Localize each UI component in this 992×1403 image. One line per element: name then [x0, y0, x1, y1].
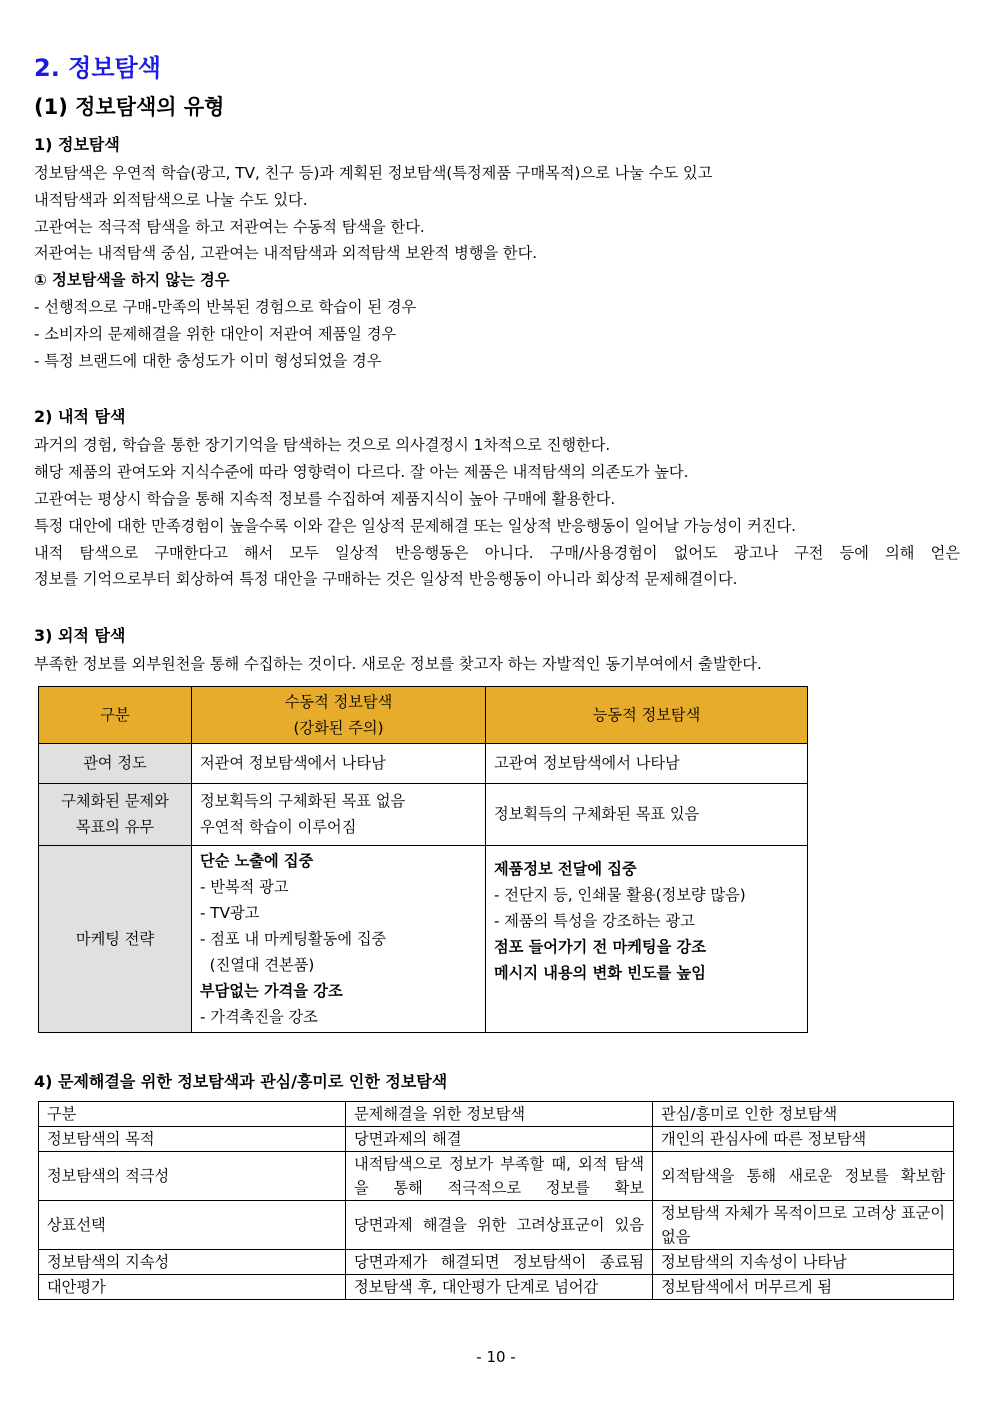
label-line: 구체화된 문제와: [61, 792, 169, 811]
s2-heading: 2) 내적 탐색: [34, 407, 126, 427]
table-cell: 구분: [39, 1101, 346, 1126]
table-cell: 정보획득의 구체화된 목표 있음: [486, 783, 808, 845]
table-cell: [486, 845, 808, 1032]
table-cell: 정보탐색에서 머무르게 됨: [653, 1274, 954, 1299]
cell-line: 메시지 내용의 변화 빈도를 높임: [494, 963, 706, 982]
row-label: 마케팅 전략: [39, 845, 192, 1032]
table-cell: 정보탐색의 지속성: [39, 1249, 346, 1274]
table-cell: 정보탐색 후, 대안평가 단계로 넘어감: [346, 1274, 653, 1299]
table-header-cell: 구분: [39, 686, 192, 743]
table-cell: 내적탐색으로 정보가 부족할 때, 외적 탐색을 통해 적극적으로 정보를 확보: [346, 1151, 653, 1200]
s1-line: 저관여는 내적탐색 중심, 고관여는 내적탐색과 외적탐색 보완적 병행을 한다.: [34, 244, 538, 263]
s2-line: 특정 대안에 대한 만족경험이 높을수록 이와 같은 일상적 문제해결 또는 일상적 반응행동이 일어날 가능성이 커진다.: [34, 516, 796, 535]
cell-line: 단순 노출에 집중: [200, 851, 314, 870]
s2-line: 내적 탐색으로 구매한다고 해서 모두 일상적 반응행동은 아니다. 구매/사용경험이 없어도 광고나 구전 등에 의해 얻은: [34, 543, 960, 562]
s1-line: 정보탐색은 우연적 학습(광고, TV, 친구 등)과 계획된 정보탐색(특정제품 구매목적)으로 나눌 수도 있고: [34, 164, 713, 182]
cell-line: 제품정보 전달에 집중: [494, 859, 637, 878]
table-cell: 당면과제가 해결되면 정보탐색이 종료됨: [346, 1249, 653, 1274]
table-cell: [192, 783, 486, 845]
cell-line: - 전단지 등, 인쇄물 활용(정보량 많음): [494, 885, 746, 904]
cell-line: - 가격촉진을 강조: [200, 1007, 318, 1026]
table-cell: 문제해결을 위한 정보탐색: [346, 1101, 653, 1126]
cell-line: - 반복적 광고: [200, 877, 289, 896]
cell-line: (진열대 견본품): [200, 955, 315, 974]
cell-line: - 제품의 특성을 강조하는 광고: [494, 911, 695, 930]
label-line: 목표의 유무: [75, 818, 155, 837]
subsection-title: (1) 정보탐색의 유형: [34, 95, 225, 119]
table-cell: 개인의 관심사에 따른 정보탐색: [653, 1126, 954, 1151]
s1-subheading: ① 정보탐색을 하지 않는 경우: [34, 271, 230, 290]
document-page: [34, 50, 960, 1300]
table-cell: 상표선택: [39, 1200, 346, 1249]
s1-line: 고관여는 적극적 탐색을 하고 저관여는 수동적 탐색을 한다.: [34, 217, 425, 236]
cell-line: - TV광고: [200, 903, 260, 922]
table-cell: 외적탐색을 통해 새로운 정보를 확보함: [653, 1151, 954, 1200]
table-cell: 당면과제 해결을 위한 고려상표군이 있음: [346, 1200, 653, 1249]
table-cell: 정보탐색 자체가 목적이므로 고려상 표군이 없음: [653, 1200, 954, 1249]
s2-line: 해당 제품의 관여도와 지식수준에 따라 영향력이 다르다. 잘 아는 제품은 내적탐색의 의존도가 높다.: [34, 463, 689, 482]
row-label: 관여 정도: [39, 743, 192, 783]
page-number: - 10 -: [476, 1348, 516, 1366]
table-cell: 정보탐색의 목적: [39, 1126, 346, 1151]
header-line: (강화된 주의): [293, 718, 384, 737]
table-header-cell: [192, 686, 486, 743]
comparison-table: [38, 1101, 954, 1300]
cell-line: 점포 들어가기 전 마케팅을 강조: [494, 937, 706, 956]
table-cell: 당면과제의 해결: [346, 1126, 653, 1151]
cell-line: 우연적 학습이 이루어짐: [200, 818, 357, 837]
s1-heading: 1) 정보탐색: [34, 135, 120, 154]
s3-line: 부족한 정보를 외부원천을 통해 수집하는 것이다. 새로운 정보를 찾고자 하는 자발적인 동기부여에서 출발한다.: [34, 655, 762, 674]
s3-heading: 3) 외적 탐색: [34, 626, 126, 646]
table-cell: 정보탐색의 지속성이 나타남: [653, 1249, 954, 1274]
table-cell: 저관여 정보탐색에서 나타남: [192, 743, 486, 783]
external-search-table: [38, 686, 808, 1033]
table-cell: [192, 845, 486, 1032]
header-line: 수동적 정보탐색: [284, 692, 393, 711]
s2-line: 정보를 기억으로부터 회상하여 특정 대안을 구매하는 것은 일상적 반응행동이 아니라 회상적 문제해결이다.: [34, 570, 738, 589]
s1-bullet: - 특정 브랜드에 대한 충성도가 이미 형성되었을 경우: [34, 351, 382, 370]
s1-line: 내적탐색과 외적탐색으로 나눌 수도 있다.: [34, 190, 308, 209]
table-cell: 관심/흥미로 인한 정보탐색: [653, 1101, 954, 1126]
cell-line: 부담없는 가격을 강조: [200, 981, 343, 1000]
s2-line: 고관여는 평상시 학습을 통해 지속적 정보를 수집하여 제품지식이 높아 구매에 활용한다.: [34, 489, 616, 508]
cell-line: 정보획득의 구체화된 목표 없음: [200, 792, 406, 811]
s4-heading: 4) 문제해결을 위한 정보탐색과 관심/흥미로 인한 정보탐색: [34, 1071, 448, 1091]
cell-line: - 점포 내 마케팅활동에 집중: [200, 929, 387, 948]
s1-bullet: - 소비자의 문제해결을 위한 대안이 저관여 제품일 경우: [34, 324, 397, 343]
s1-bullet: - 선행적으로 구매-만족의 반복된 경험으로 학습이 된 경우: [34, 297, 417, 316]
section-title: 2. 정보탐색: [34, 54, 161, 82]
s2-line: 과거의 경험, 학습을 통한 장기기억을 탐색하는 것으로 의사결정시 1차적으로 진행한다.: [34, 436, 611, 455]
table-cell: 정보탐색의 적극성: [39, 1151, 346, 1200]
table-header-cell: 능동적 정보탐색: [486, 686, 808, 743]
row-label: [39, 783, 192, 845]
table-cell: 고관여 정보탐색에서 나타남: [486, 743, 808, 783]
table-cell: 대안평가: [39, 1274, 346, 1299]
